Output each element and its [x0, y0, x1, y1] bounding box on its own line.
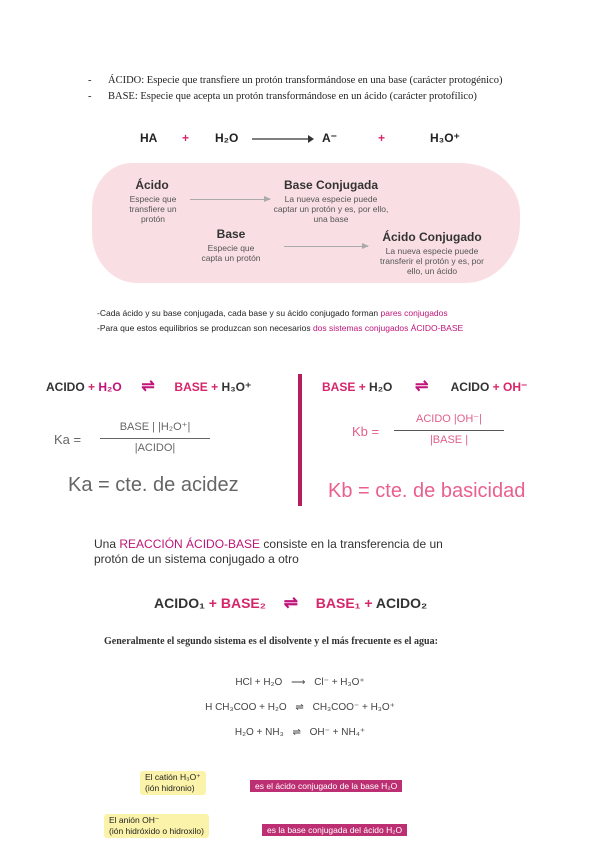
- fraction-line: [100, 438, 210, 439]
- note-highlight: pares conjugados: [380, 308, 448, 318]
- base-conjugada-text: La nueva especie puede captar un protón y es, por ello, una base: [273, 194, 389, 224]
- ka-numerator: BASE | |H₂O⁺|: [119, 421, 191, 433]
- base2-term: BASE₂: [220, 595, 266, 611]
- ka-label: Ka =: [54, 432, 82, 447]
- fraction-line: [394, 430, 504, 431]
- base-title: Base: [216, 227, 246, 241]
- arrow-icon: ⟶: [291, 677, 306, 688]
- arrow-icon: [284, 246, 368, 247]
- h3o-term: H₃O⁺: [221, 380, 252, 394]
- bullet: -: [88, 75, 92, 86]
- h2o-term: H₂O: [369, 380, 393, 394]
- equilibrium-arrow-icon: ⇌: [283, 593, 299, 612]
- anion-sub: (ión hidróxido o hidroxilo): [109, 826, 204, 836]
- acid-equilibrium: [46, 376, 251, 396]
- base-text: Especie que capta un protón: [201, 243, 261, 263]
- equilibrium-arrow-icon: ⇌: [141, 378, 155, 395]
- general-equation: [154, 593, 427, 613]
- reaccion-definition: [94, 537, 443, 567]
- cation-sub: (ión hidronio): [145, 783, 195, 793]
- product-h3o: H₃O⁺: [430, 131, 460, 145]
- base-conjugada-title: Base Conjugada: [283, 178, 379, 192]
- examples: [150, 670, 450, 745]
- example-2: [150, 695, 450, 720]
- example-right: CH₃COO⁻ + H₃O⁺: [312, 702, 395, 713]
- acido-title: Ácido: [135, 178, 169, 192]
- example-1: [150, 670, 450, 695]
- base1-term: BASE₁: [315, 595, 361, 611]
- example-left: H CH₃COO + H₂O: [205, 702, 287, 713]
- definitions: [88, 74, 538, 106]
- oh-term: OH⁻: [503, 380, 528, 394]
- reactant-ha: HA: [140, 131, 158, 145]
- example-left: HCl + H₂O: [235, 677, 283, 688]
- kb-denominator: |BASE |: [429, 434, 469, 446]
- reaccion-text: consiste en la transferencia de un: [260, 537, 443, 551]
- ka-definition: Ka = cte. de acidez: [68, 474, 239, 496]
- reactant-h2o: H₂O: [215, 131, 239, 145]
- definition-base-text: BASE: Especie que acepta un protón transformándose en un ácido (carácter protofílico): [108, 91, 477, 102]
- h2o-term: H₂O: [98, 380, 122, 394]
- arrow-icon: [190, 199, 270, 200]
- plus-sign: +: [211, 380, 219, 394]
- acido1-term: ACIDO₁: [154, 595, 205, 611]
- cation-note: [140, 771, 206, 795]
- definition-acido: [88, 74, 538, 88]
- reaccion-text: Una: [94, 537, 120, 551]
- plus-sign: +: [208, 595, 217, 611]
- reaccion-highlight: REACCIÓN ÁCIDO-BASE: [119, 537, 261, 551]
- cation-description: es el ácido conjugado de la base H₂O: [250, 780, 402, 792]
- example-right: Cl⁻ + H₃O⁺: [314, 677, 365, 688]
- example-3: [150, 720, 450, 745]
- base-term: BASE: [322, 380, 356, 394]
- example-left: H₂O + NH₃: [234, 727, 284, 738]
- reaccion-line-2: protón de un sistema conjugado a otro: [94, 552, 299, 566]
- acido-conjugado-title: Ácido Conjugado: [382, 230, 482, 244]
- example-right: OH⁻ + NH₄⁺: [309, 727, 366, 738]
- conjugate-notes: [97, 306, 463, 336]
- plus-sign: +: [492, 380, 500, 394]
- reaccion-line-1: [94, 537, 443, 552]
- equilibrium-arrow-icon: ⇌: [415, 378, 429, 395]
- equilibrium-arrow-icon: ⇌: [292, 727, 301, 738]
- kb-definition: Kb = cte. de basicidad: [328, 480, 526, 502]
- anion-note: [104, 814, 209, 838]
- kb-numerator: ACIDO |OH⁻|: [416, 413, 482, 425]
- plus-sign: +: [378, 131, 386, 145]
- plus-sign: +: [182, 131, 190, 145]
- note-text: -Cada ácido y su base conjugada, cada base y su ácido conjugado forman: [97, 308, 381, 318]
- definition-base: [88, 90, 538, 104]
- plus-sign: +: [88, 380, 96, 394]
- note-text: -Para que estos equilibrios se produzcan son necesarios: [97, 323, 313, 333]
- anion-label: El anión OH⁻: [109, 815, 160, 825]
- note-line-2: [97, 321, 463, 336]
- anion-description: es la base conjugada del ácido H₂O: [262, 824, 407, 836]
- note-line-1: [97, 306, 463, 321]
- acido-term: ACIDO: [46, 380, 85, 394]
- reaction-arrow-icon: [252, 134, 314, 144]
- solvente-text: Generalmente el segundo sistema es el disolvente y el más frecuente es el agua:: [104, 636, 438, 647]
- plus-sign: +: [358, 380, 366, 394]
- equilibrium-arrow-icon: ⇌: [295, 702, 304, 713]
- definition-acido-text: ÁCIDO: Especie que transfiere un protón transformándose en una base (carácter protogénico): [108, 75, 503, 86]
- acido-conjugado-text: La nueva especie puede transferir el protón y es, por ello, un ácido: [380, 246, 484, 276]
- bullet: -: [88, 91, 92, 102]
- reaction-ha: [140, 131, 470, 149]
- acido2-term: ACIDO₂: [375, 595, 428, 611]
- note-highlight: dos sistemas conjugados ÁCIDO-BASE: [312, 323, 464, 333]
- base-term: BASE: [174, 380, 208, 394]
- product-a: A⁻: [322, 131, 337, 145]
- divider: [298, 374, 302, 506]
- base-equilibrium: [322, 376, 527, 396]
- plus-sign: +: [364, 595, 373, 611]
- kb-label: Kb =: [352, 424, 380, 439]
- acido-text: Especie que transfiere un protón: [129, 194, 177, 224]
- cation-label: El catión H₃O⁺: [145, 772, 201, 782]
- ka-denominator: |ACIDO|: [134, 442, 176, 454]
- acido-term: ACIDO: [450, 380, 490, 394]
